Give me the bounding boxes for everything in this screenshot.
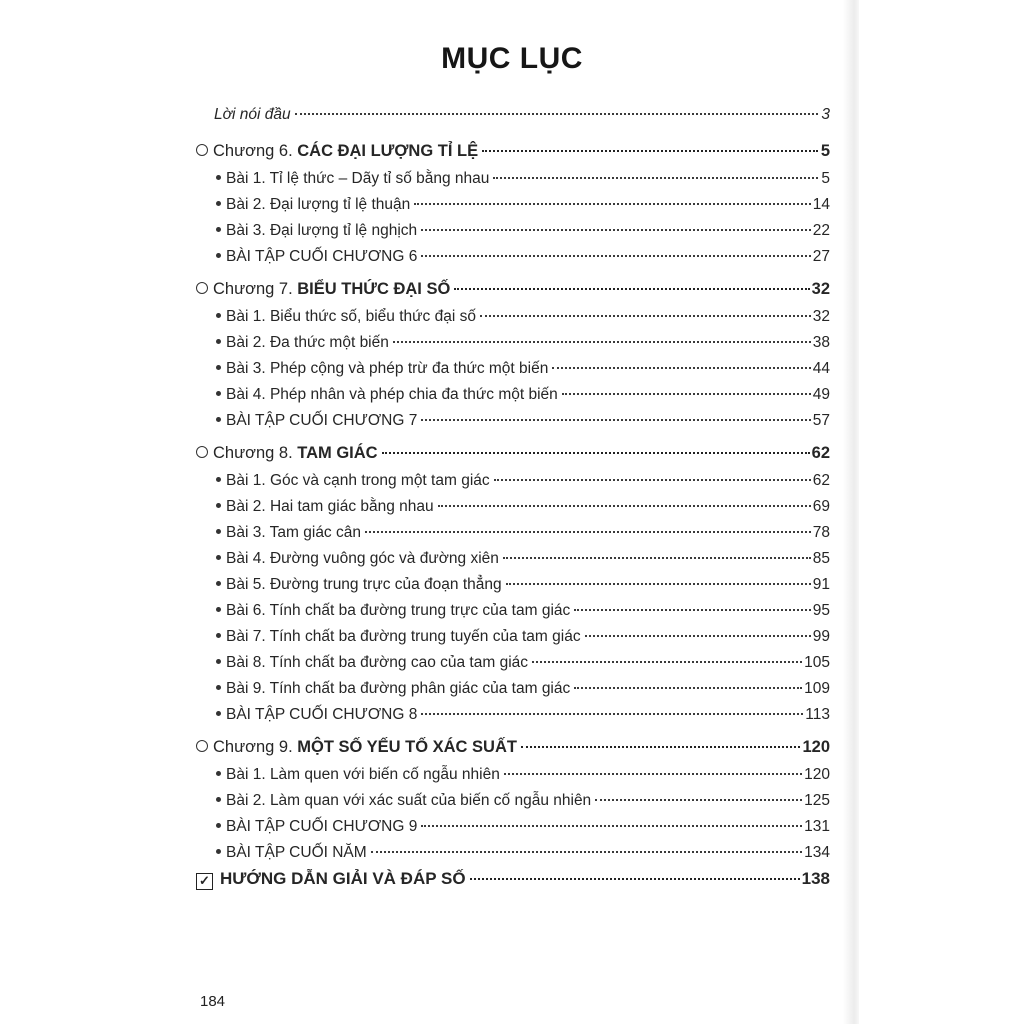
- toc-page: 78: [812, 524, 830, 541]
- toc-page: 99: [812, 628, 830, 645]
- page-number: 184: [200, 993, 226, 1010]
- bullet-icon: [216, 711, 221, 716]
- toc-page: 62: [811, 444, 830, 462]
- toc-page: 95: [812, 602, 830, 619]
- toc-label: Bài 2. Đa thức một biến: [226, 334, 389, 351]
- bullet-icon: [216, 391, 221, 396]
- toc-lesson[interactable]: [196, 598, 830, 624]
- toc-lesson[interactable]: [196, 382, 830, 408]
- bullet-icon: [216, 227, 221, 232]
- bullet-icon: [216, 659, 221, 664]
- toc-label: BÀI TẬP CUỐI CHƯƠNG 8: [226, 706, 418, 723]
- dot-leader: [421, 824, 802, 827]
- toc-lesson[interactable]: [196, 650, 830, 676]
- toc-label: Bài 7. Tính chất ba đường trung tuyến của tam giác: [226, 628, 581, 645]
- dot-leader: [585, 634, 811, 637]
- bullet-icon: [216, 339, 221, 344]
- toc-lesson[interactable]: [196, 408, 830, 434]
- toc-page: 91: [812, 576, 830, 593]
- toc-lesson[interactable]: [196, 676, 830, 702]
- bullet-icon: [216, 503, 221, 508]
- bullet-icon: [216, 633, 221, 638]
- toc-label: BÀI TẬP CUỐI CHƯƠNG 6: [226, 248, 418, 265]
- toc-label: Bài 2. Hai tam giác bằng nhau: [226, 498, 434, 515]
- toc-page: 138: [801, 869, 830, 888]
- dot-leader: [574, 608, 810, 611]
- toc-lesson[interactable]: [196, 494, 830, 520]
- toc-lesson[interactable]: [196, 166, 830, 192]
- toc-page: 134: [804, 844, 830, 861]
- table-of-contents: [196, 102, 830, 894]
- toc-lesson[interactable]: [196, 702, 830, 728]
- dot-leader: [574, 686, 802, 689]
- dot-leader: [595, 798, 802, 801]
- toc-label: Bài 1. Góc và cạnh trong một tam giác: [226, 472, 490, 489]
- dot-leader: [480, 314, 811, 317]
- toc-label: Lời nói đầu: [214, 106, 291, 123]
- bullet-icon: [216, 417, 221, 422]
- toc-page: 22: [812, 222, 830, 239]
- dot-leader: [506, 582, 811, 585]
- toc-answers[interactable]: [196, 866, 830, 894]
- toc-page: 44: [812, 360, 830, 377]
- bullet-icon: [216, 253, 221, 258]
- toc-lesson[interactable]: [196, 304, 830, 330]
- bullet-icon: [216, 849, 221, 854]
- toc-page: 120: [802, 738, 830, 756]
- bullet-icon: [216, 477, 221, 482]
- toc-page: 113: [805, 706, 830, 723]
- toc-label: [213, 440, 378, 466]
- dot-leader: [532, 660, 802, 663]
- toc-page: 32: [811, 280, 830, 298]
- circle-icon: [196, 282, 208, 294]
- dot-leader: [421, 228, 811, 231]
- chapter-prefix: Chương 6.: [213, 142, 298, 160]
- bullet-icon: [216, 175, 221, 180]
- toc-label: Bài 4. Phép nhân và phép chia đa thức một biến: [226, 386, 558, 403]
- bullet-icon: [216, 607, 221, 612]
- toc-label: Bài 1. Tỉ lệ thức – Dãy tỉ số bằng nhau: [226, 170, 490, 187]
- toc-page: 14: [812, 196, 830, 213]
- chapter-list: [196, 138, 830, 866]
- toc-label: Bài 2. Đại lượng tỉ lệ thuận: [226, 196, 411, 213]
- toc-page: 3: [821, 106, 830, 123]
- dot-leader: [421, 418, 810, 421]
- dot-leader: [552, 366, 810, 369]
- dot-leader: [562, 392, 811, 395]
- toc-lesson[interactable]: [196, 546, 830, 572]
- toc-label: Bài 4. Đường vuông góc và đường xiên: [226, 550, 499, 567]
- chapter-name: TAM GIÁC: [297, 444, 378, 462]
- toc-chapter[interactable]: [196, 138, 830, 166]
- dot-leader: [382, 451, 810, 454]
- toc-page: 27: [812, 248, 830, 265]
- toc-lesson[interactable]: [196, 572, 830, 598]
- bullet-icon: [216, 685, 221, 690]
- toc-label: Bài 3. Đại lượng tỉ lệ nghịch: [226, 222, 418, 239]
- toc-page: 120: [804, 766, 830, 783]
- toc-label: Bài 1. Biểu thức số, biểu thức đại số: [226, 308, 476, 325]
- toc-chapter[interactable]: [196, 276, 830, 304]
- toc-label: HƯỚNG DẪN GIẢI VÀ ĐÁP SỐ: [220, 869, 466, 888]
- toc-lesson[interactable]: [196, 788, 830, 814]
- toc-label: Bài 2. Làm quan với xác suất của biến cố ngẫu nhiên: [226, 792, 592, 809]
- toc-lesson[interactable]: [196, 330, 830, 356]
- dot-leader: [494, 478, 811, 481]
- bullet-icon: [216, 797, 221, 802]
- toc-label: Bài 9. Tính chất ba đường phân giác của tam giác: [226, 680, 571, 697]
- circle-icon: [196, 740, 208, 752]
- bullet-icon: [216, 555, 221, 560]
- bullet-icon: [216, 581, 221, 586]
- page-gutter-shadow: [843, 0, 859, 1024]
- toc-label: Bài 5. Đường trung trực của đoạn thẳng: [226, 576, 502, 593]
- chapter-name: BIỂU THỨC ĐẠI SỐ: [297, 280, 451, 298]
- toc-label: [213, 734, 517, 760]
- toc-label: BÀI TẬP CUỐI CHƯƠNG 7: [226, 412, 418, 429]
- dot-leader: [493, 176, 818, 179]
- dot-leader: [421, 712, 803, 715]
- toc-page: 131: [804, 818, 830, 835]
- toc-label: Bài 1. Làm quen với biến cố ngẫu nhiên: [226, 766, 500, 783]
- bullet-icon: [216, 823, 221, 828]
- chapter-name: CÁC ĐẠI LƯỢNG TỈ LỆ: [297, 142, 479, 160]
- toc-lesson[interactable]: [196, 520, 830, 546]
- toc-lesson[interactable]: [196, 624, 830, 650]
- bullet-icon: [216, 771, 221, 776]
- dot-leader: [371, 850, 802, 853]
- toc-label: Bài 3. Tam giác cân: [226, 524, 361, 541]
- dot-leader: [365, 530, 811, 533]
- toc-label: Bài 6. Tính chất ba đường trung trực của tam giác: [226, 602, 571, 619]
- toc-lesson[interactable]: [196, 468, 830, 494]
- circle-icon: [196, 144, 208, 156]
- toc-lesson[interactable]: [196, 192, 830, 218]
- toc-lesson[interactable]: [196, 218, 830, 244]
- toc-page: 62: [812, 472, 830, 489]
- checkbox-checked-icon: ✓: [196, 873, 213, 890]
- toc-lesson[interactable]: [196, 762, 830, 788]
- toc-label: BÀI TẬP CUỐI NĂM: [226, 844, 367, 861]
- toc-chapter[interactable]: [196, 440, 830, 468]
- dot-leader: [438, 504, 811, 507]
- toc-page: 49: [812, 386, 830, 403]
- dot-leader: [482, 149, 818, 152]
- toc-page: 5: [821, 170, 830, 187]
- bullet-icon: [216, 529, 221, 534]
- toc-chapter[interactable]: [196, 734, 830, 762]
- toc-label: Bài 3. Phép cộng và phép trừ đa thức một biến: [226, 360, 549, 377]
- toc-page: 38: [812, 334, 830, 351]
- toc-page: 32: [812, 308, 830, 325]
- chapter-prefix: Chương 9.: [213, 738, 298, 756]
- chapter-prefix: Chương 7.: [213, 280, 298, 298]
- toc-page: 69: [812, 498, 830, 515]
- bullet-icon: [216, 313, 221, 318]
- toc-page: 85: [812, 550, 830, 567]
- toc-label: [213, 138, 478, 164]
- dot-leader: [295, 112, 818, 115]
- dot-leader: [414, 202, 810, 205]
- toc-lesson[interactable]: [196, 814, 830, 840]
- toc-page: 109: [804, 680, 830, 697]
- toc-label: BÀI TẬP CUỐI CHƯƠNG 9: [226, 818, 418, 835]
- bullet-icon: [216, 201, 221, 206]
- toc-page: 5: [820, 142, 830, 160]
- chapter-name: MỘT SỐ YẾU TỐ XÁC SUẤT: [297, 738, 517, 756]
- dot-leader: [504, 772, 802, 775]
- dot-leader: [393, 340, 811, 343]
- toc-preface[interactable]: [196, 102, 830, 132]
- toc-lesson[interactable]: [196, 244, 830, 270]
- dot-leader: [454, 287, 809, 290]
- dot-leader: [503, 556, 811, 559]
- toc-label: [213, 276, 450, 302]
- dot-leader: [521, 745, 801, 748]
- chapter-prefix: Chương 8.: [213, 444, 298, 462]
- dot-leader: [470, 877, 800, 880]
- toc-lesson[interactable]: [196, 840, 830, 866]
- circle-icon: [196, 446, 208, 458]
- dot-leader: [421, 254, 810, 257]
- toc-lesson[interactable]: [196, 356, 830, 382]
- page-title: MỤC LỤC: [441, 42, 583, 75]
- toc-page: 57: [812, 412, 830, 429]
- toc-label: Bài 8. Tính chất ba đường cao của tam giác: [226, 654, 529, 671]
- toc-page: 125: [804, 792, 830, 809]
- toc-page: 105: [804, 654, 830, 671]
- bullet-icon: [216, 365, 221, 370]
